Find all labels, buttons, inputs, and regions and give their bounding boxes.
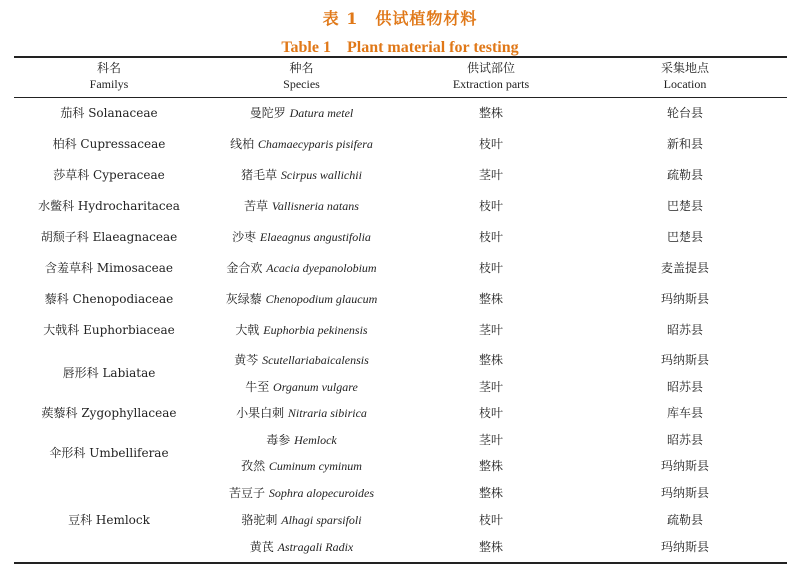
header-species — [204, 60, 399, 92]
species-cell — [204, 199, 399, 213]
species-chinese-name: 大戟 — [235, 323, 260, 337]
location-cell: 玛纳斯县 — [660, 540, 709, 554]
extraction-part-cell: 整株 — [478, 106, 503, 120]
location-cell: 库车县 — [666, 406, 703, 420]
extraction-part-cell: 枝叶 — [478, 406, 503, 420]
species-latin-name: Scutellariabaicalensis — [262, 353, 369, 367]
family-cell: 豆科 Hemlock — [68, 513, 150, 527]
species-cell — [204, 353, 399, 367]
extraction-part-cell: 整株 — [478, 486, 503, 500]
location-cell: 昭苏县 — [666, 433, 703, 447]
species-cell — [204, 433, 399, 447]
species-chinese-name: 曼陀罗 — [249, 106, 286, 120]
species-latin-name: Nitraria sibirica — [287, 406, 367, 420]
species-latin-name: Organum vulgare — [273, 380, 358, 394]
species-cell — [204, 459, 399, 473]
extraction-part-cell: 枝叶 — [478, 261, 503, 275]
species-latin-name: Acacia dyepanolobium — [266, 261, 377, 275]
header-family-en: Familys — [89, 77, 129, 91]
family-cell: 伞形科 Umbelliferae — [49, 446, 169, 460]
table-caption-english: Table 1 Plant material for testing — [281, 39, 519, 56]
location-cell: 昭苏县 — [666, 380, 703, 394]
species-latin-name: Astragali Radix — [277, 540, 354, 554]
header-location — [583, 60, 787, 92]
extraction-part-cell: 整株 — [478, 292, 503, 306]
location-cell: 玛纳斯县 — [660, 459, 709, 473]
extraction-part-cell: 整株 — [478, 353, 503, 367]
location-cell: 玛纳斯县 — [660, 292, 709, 306]
extraction-part-cell: 枝叶 — [478, 230, 503, 244]
species-cell — [204, 230, 399, 244]
extraction-part-cell: 整株 — [478, 459, 503, 473]
species-latin-name: Vallisneria natans — [271, 199, 359, 213]
header-species-cn: 种名 — [289, 61, 314, 75]
species-chinese-name: 黄芩 — [234, 353, 259, 367]
species-cell — [204, 292, 399, 306]
species-latin-name: Euphorbia pekinensis — [263, 323, 368, 337]
species-latin-name: Datura metel — [289, 106, 354, 120]
family-cell: 茄科 Solanaceae — [60, 106, 158, 120]
family-cell: 大戟科 Euphorbiaceae — [43, 323, 175, 337]
species-chinese-name: 沙枣 — [232, 230, 257, 244]
species-chinese-name: 骆驼刺 — [241, 513, 278, 527]
species-cell — [204, 137, 399, 151]
species-chinese-name: 线柏 — [230, 137, 255, 151]
species-chinese-name: 毒参 — [266, 433, 291, 447]
location-cell: 疏勒县 — [666, 513, 703, 527]
extraction-part-cell: 茎叶 — [478, 168, 503, 182]
species-latin-name: Hemlock — [294, 433, 337, 447]
species-cell — [204, 486, 399, 500]
species-cell — [204, 106, 399, 120]
extraction-part-cell: 枝叶 — [478, 513, 503, 527]
table-top-rule — [14, 56, 787, 58]
species-latin-name: Sophra alopecuroides — [268, 486, 375, 500]
table-caption-chinese: 表 1 供试植物材料 — [322, 9, 478, 28]
species-cell — [204, 406, 399, 420]
location-cell: 麦盖提县 — [660, 261, 709, 275]
species-cell — [204, 168, 399, 182]
family-cell: 含羞草科 Mimosaceae — [45, 261, 173, 275]
header-location-cn: 采集地点 — [660, 61, 709, 75]
location-cell: 新和县 — [666, 137, 703, 151]
location-cell: 疏勒县 — [666, 168, 703, 182]
family-cell: 柏科 Cupressaceae — [52, 137, 166, 151]
species-cell — [204, 380, 399, 394]
species-chinese-name: 苦豆子 — [228, 486, 265, 500]
table-header-rule — [14, 97, 787, 98]
location-cell: 轮台县 — [666, 106, 703, 120]
header-family — [14, 60, 204, 92]
family-cell: 莎草科 Cyperaceae — [53, 168, 165, 182]
table-bottom-rule — [14, 562, 787, 564]
family-cell: 水鳖科 Hydrocharitacea — [38, 199, 180, 213]
family-cell: 胡颓子科 Elaeagnaceae — [40, 230, 178, 244]
header-location-en: Location — [663, 77, 707, 91]
header-extraction-parts-cn: 供试部位 — [466, 61, 515, 75]
species-latin-name: Chenopodium glaucum — [265, 292, 378, 306]
extraction-part-cell: 茎叶 — [478, 323, 503, 337]
location-cell: 昭苏县 — [666, 323, 703, 337]
species-chinese-name: 牛至 — [245, 380, 270, 394]
species-cell — [204, 513, 399, 527]
header-species-en: Species — [283, 77, 320, 91]
family-cell: 藜科 Chenopodiaceae — [44, 292, 174, 306]
extraction-part-cell: 茎叶 — [478, 380, 503, 394]
species-latin-name: Alhagi sparsifoli — [281, 513, 362, 527]
header-extraction-parts — [399, 60, 583, 92]
species-chinese-name: 黄芪 — [249, 540, 274, 554]
location-cell: 巴楚县 — [666, 199, 703, 213]
header-extraction-parts-en: Extraction parts — [452, 77, 530, 91]
species-cell — [204, 323, 399, 337]
species-chinese-name: 苦草 — [244, 199, 269, 213]
species-chinese-name: 小果白刺 — [236, 406, 285, 420]
extraction-part-cell: 枝叶 — [478, 137, 503, 151]
species-cell — [204, 261, 399, 275]
extraction-part-cell: 茎叶 — [478, 433, 503, 447]
header-family-cn: 科名 — [96, 61, 121, 75]
species-cell — [204, 540, 399, 554]
species-latin-name: Elaeagnus angustifolia — [259, 230, 371, 244]
family-cell: 蒺藜科 Zygophyllaceae — [41, 406, 177, 420]
species-latin-name: Chamaecyparis pisifera — [257, 137, 373, 151]
species-chinese-name: 孜然 — [241, 459, 266, 473]
extraction-part-cell: 整株 — [478, 540, 503, 554]
species-chinese-name: 猪毛草 — [241, 168, 278, 182]
extraction-part-cell: 枝叶 — [478, 199, 503, 213]
species-latin-name: Cuminum cyminum — [268, 459, 362, 473]
location-cell: 玛纳斯县 — [660, 353, 709, 367]
location-cell: 巴楚县 — [666, 230, 703, 244]
family-cell: 唇形科 Labiatae — [62, 366, 156, 380]
species-chinese-name: 灰绿藜 — [225, 292, 262, 306]
species-chinese-name: 金合欢 — [226, 261, 263, 275]
species-latin-name: Scirpus wallichii — [280, 168, 362, 182]
location-cell: 玛纳斯县 — [660, 486, 709, 500]
